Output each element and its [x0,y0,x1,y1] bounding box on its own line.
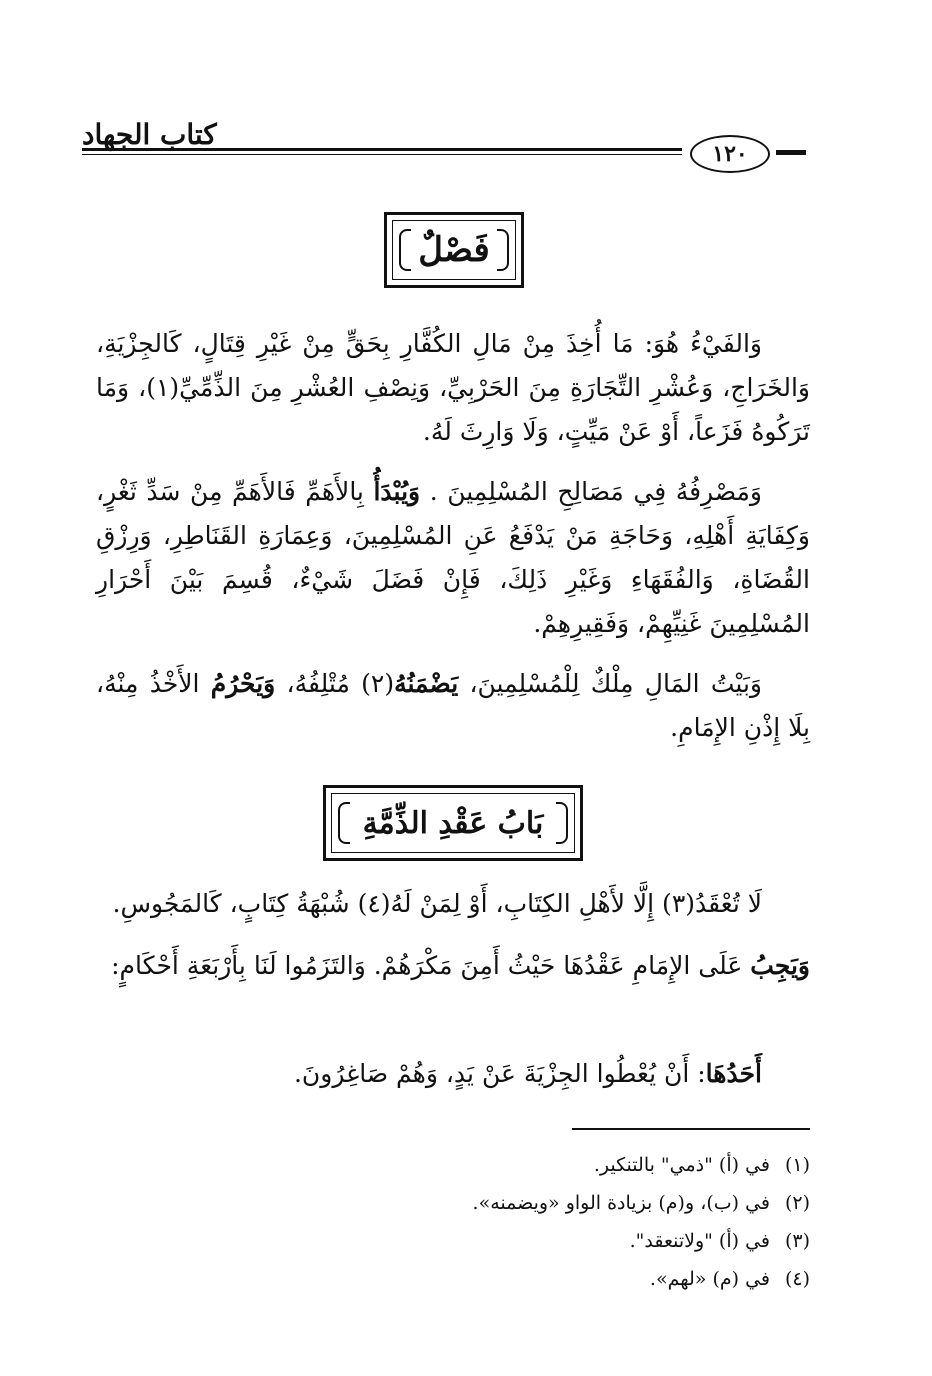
footnote-item [96,1222,810,1260]
paragraph-text: (٢) مُتْلِفُهُ، [286,669,395,698]
footnote-separator [572,1128,810,1130]
section-heading: فَصْلٌ [418,230,490,270]
chapter-heading: بَابُ عَقْدِ الذِّمَّةِ [362,805,544,841]
paragraph-text: : أَنْ يُعْطُوا الجِزْيَةَ عَنْ يَدٍ، وَهُمْ صَاغِرُونَ. [293,1059,706,1088]
page-number: ١٢٠ [690,135,770,173]
footnote-number: (٤) [784,1268,810,1290]
chapter-heading-frame [323,785,583,861]
footnote-number: (١) [784,1154,810,1176]
footnote-item [96,1146,810,1184]
footnotes [96,1146,810,1298]
bold-keyword: وَيُبْدَأُ [373,477,421,506]
bracket-ornament-left [338,802,350,844]
footnote-item [96,1184,810,1222]
paragraph-text: عَلَى الإِمَامِ عَقْدُهَا حَيْثُ أَمِنَ مَكْرَهُمْ. وَالتَزَمُوا لَنَا بِأَرْبَعَةِ أَحْكَامٍ: [111,951,743,980]
footnote-text: في (أ) "ذمي" بالتنكير. [593,1154,770,1176]
section-heading-frame [384,212,524,288]
paragraph-masrif [96,470,810,646]
paragraph-fay [96,322,810,454]
header-dash [776,150,806,155]
footnote-item [96,1260,810,1298]
bold-keyword: أَحَدُهَا [705,1059,762,1088]
paragraph-text: لَا تُعْقَدُ(٣) إِلَّا لأَهْلِ الكِتَابِ، أَوْ لِمَنْ لَهُ(٤) شُبْهَةُ كِتَابٍ، كَالمَجُوسِ. [112,889,762,918]
paragraph-bayt-almal [96,662,810,750]
paragraph-text: وَالفَيْءُ هُوَ: مَا أُخِذَ مِنْ مَالِ الكُفَّارِ بِحَقٍّ مِنْ غَيْرِ قِتَالٍ، كَالجِزْيَةِ، وَالخَرَاجِ، وَعُشْرِ التِّجَارَةِ مِنَ الحَرْبِيِّ، وَنِصْفِ العُشْرِ مِنَ الذِّمِّيِّ(١)، وَمَا تَرَكُوهُ فَزَعاً، أَوْ عَنْ مَيِّتٍ، وَلَا وَارِثَ لَهُ. [96,329,810,446]
footnote-number: (٣) [784,1230,810,1252]
bold-keyword: وَيَجِبُ [750,951,810,980]
bold-keyword: يَضْمَنُهُ [394,669,459,698]
paragraph-text: بِالأَهَمِّ فَالأَهَمِّ مِنْ سَدِّ ثَغْرٍ، وَكِفَايَةِ أَهْلِهِ، وَحَاجَةِ مَنْ يَدْفَعُ عَنِ المُسْلِمِينَ، وَعِمَارَةِ القَنَاطِرِ، وَرِزْقِ القُضَاةِ، وَالفُقَهَاءِ وَغَيْرِ ذَلِكَ، فَإِنْ فَضَلَ شَيْءٌ، قُسِمَ بَيْنَ أَحْرَارِ المُسْلِمِينَ غَنِيِّهِمْ، وَفَقِيرِهِمْ. [96,477,810,638]
bracket-ornament-left [399,229,411,271]
running-header-title: كتاب الجهاد [82,118,217,151]
paragraph-text: وَبَيْتُ المَالِ مِلْكٌ لِلْمُسْلِمِينَ، [469,669,762,698]
bracket-ornament-right [497,229,509,271]
bracket-ornament-right [556,802,568,844]
paragraph-wujub [96,944,810,988]
paragraph-aqd [96,882,810,926]
footnote-text: في (م) «لهم». [649,1268,770,1290]
paragraph-ahaduha [96,1052,810,1096]
bold-keyword: وَيَحْرُمُ [210,669,276,698]
footnote-text: في (ب)، و(م) بزيادة الواو «ويضمنه». [472,1192,770,1214]
header-rule [82,148,682,155]
footnote-text: في (أ) "ولاتنعقد". [629,1230,770,1252]
paragraph-text: وَمَصْرِفُهُ فِي مَصَالِحِ المُسْلِمِينَ . [429,477,762,506]
footnote-number: (٢) [784,1192,810,1214]
paragraph-text: الأَخْذُ مِنْهُ، بِلَا إِذْنِ الإِمَامِ. [96,669,810,742]
